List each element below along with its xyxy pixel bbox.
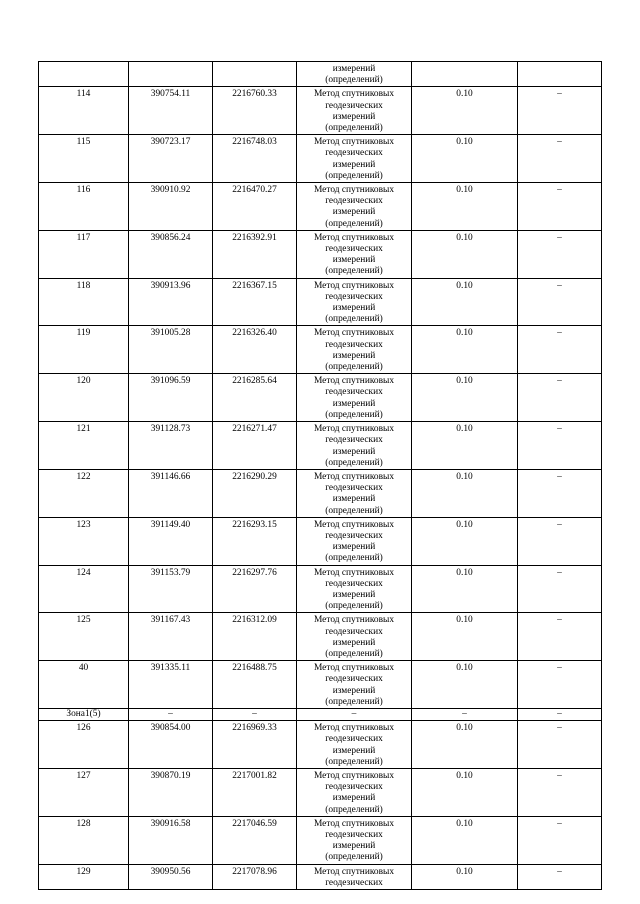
method-line: Метод спутниковых <box>313 89 395 100</box>
method-line: измерений <box>332 446 376 457</box>
y-coordinate-cell: 2216969.33 <box>213 721 297 769</box>
note-cell: – <box>518 469 602 517</box>
x-coordinate-cell: 390856.24 <box>129 230 213 278</box>
method-line: Метод спутниковых <box>313 280 395 291</box>
method-cell <box>297 517 412 565</box>
method-line: Метод спутниковых <box>313 770 395 781</box>
method-line: измерений <box>332 255 376 266</box>
y-coordinate-cell: 2216312.09 <box>213 613 297 661</box>
note-cell: – <box>518 326 602 374</box>
x-coordinate-cell: 390870.19 <box>129 768 213 816</box>
table-row <box>39 278 602 326</box>
method-line: измерений <box>332 207 376 218</box>
note-cell: – <box>518 721 602 769</box>
method-line: измерений <box>332 841 376 852</box>
method-line: измерений <box>332 159 376 170</box>
point-number-cell: 124 <box>39 565 129 613</box>
table-row <box>39 517 602 565</box>
note-cell: – <box>518 230 602 278</box>
method-line: геодезических <box>325 578 383 589</box>
accuracy-cell: 0.10 <box>412 721 518 769</box>
y-coordinate-cell: 2216760.33 <box>213 87 297 135</box>
point-number-cell: 119 <box>39 326 129 374</box>
method-line: (определений) <box>325 75 383 86</box>
table-row <box>39 87 602 135</box>
point-number-cell: 122 <box>39 469 129 517</box>
point-number-cell: 129 <box>39 864 129 889</box>
table-row <box>39 374 602 422</box>
table-row-continued <box>39 62 602 87</box>
note-cell: – <box>518 422 602 470</box>
x-coordinate-cell: 390916.58 <box>129 816 213 864</box>
note-cell: – <box>518 183 602 231</box>
method-line: (определений) <box>325 170 383 181</box>
x-coordinate-cell: 390854.00 <box>129 721 213 769</box>
note-cell: – <box>518 661 602 709</box>
method-line: измерений <box>332 793 376 804</box>
y-coordinate-cell: 2216326.40 <box>213 326 297 374</box>
method-line: геодезических <box>325 530 383 541</box>
method-line: Метод спутниковых <box>313 818 395 829</box>
method-line: геодезических <box>325 734 383 745</box>
method-line: Метод спутниковых <box>313 328 395 339</box>
accuracy-cell: 0.10 <box>412 565 518 613</box>
point-number-cell: 115 <box>39 135 129 183</box>
method-cell <box>297 864 412 889</box>
point-number-cell: 123 <box>39 517 129 565</box>
note-cell: – <box>518 278 602 326</box>
x-coordinate-cell: 390754.11 <box>129 87 213 135</box>
point-number-cell: 114 <box>39 87 129 135</box>
table-row <box>39 613 602 661</box>
point-number-cell <box>39 62 129 87</box>
method-cell <box>297 816 412 864</box>
method-line: измерений <box>332 637 376 648</box>
method-line: (определений) <box>325 505 383 516</box>
point-number-cell: 127 <box>39 768 129 816</box>
method-cell <box>297 326 412 374</box>
method-cell <box>297 469 412 517</box>
x-coordinate-cell: 391146.66 <box>129 469 213 517</box>
y-coordinate-cell: 2216392.91 <box>213 230 297 278</box>
method-cell <box>297 422 412 470</box>
method-line: измерений <box>332 398 376 409</box>
x-coordinate-cell: 391335.11 <box>129 661 213 709</box>
method-line: (определений) <box>325 852 383 863</box>
method-line: (определений) <box>325 409 383 420</box>
accuracy-cell: 0.10 <box>412 87 518 135</box>
accuracy-cell <box>412 62 518 87</box>
method-cell <box>297 565 412 613</box>
method-cell <box>297 135 412 183</box>
note-cell: – <box>518 374 602 422</box>
accuracy-cell: – <box>412 708 518 720</box>
x-coordinate-cell: 390950.56 <box>129 864 213 889</box>
accuracy-cell: 0.10 <box>412 183 518 231</box>
method-line: Метод спутниковых <box>313 137 395 148</box>
method-line: (определений) <box>325 756 383 767</box>
method-line: Метод спутниковых <box>313 185 395 196</box>
note-cell <box>518 62 602 87</box>
method-line: Метод спутниковых <box>313 424 395 435</box>
x-coordinate-cell: 391167.43 <box>129 613 213 661</box>
note-cell: – <box>518 517 602 565</box>
y-coordinate-cell: 2216290.29 <box>213 469 297 517</box>
point-number-cell: 117 <box>39 230 129 278</box>
table-row <box>39 326 602 374</box>
note-cell: – <box>518 768 602 816</box>
method-line: измерений <box>332 494 376 505</box>
method-line: геодезических <box>325 148 383 159</box>
accuracy-cell: 0.10 <box>412 517 518 565</box>
method-line: Метод спутниковых <box>313 471 395 482</box>
note-cell: – <box>518 816 602 864</box>
accuracy-cell: 0.10 <box>412 422 518 470</box>
note-cell: – <box>518 565 602 613</box>
table-row <box>39 768 602 816</box>
method-cell <box>297 278 412 326</box>
method-line: (определений) <box>325 601 383 612</box>
accuracy-cell: 0.10 <box>412 816 518 864</box>
y-coordinate-cell: 2216271.47 <box>213 422 297 470</box>
accuracy-cell: 0.10 <box>412 661 518 709</box>
zone-label-cell: Зона1(5) <box>39 708 129 720</box>
method-cell <box>297 721 412 769</box>
table-row <box>39 565 602 613</box>
method-line: Метод спутниковых <box>313 866 395 877</box>
point-number-cell: 125 <box>39 613 129 661</box>
method-line: геодезических <box>325 674 383 685</box>
x-coordinate-cell: 390723.17 <box>129 135 213 183</box>
accuracy-cell: 0.10 <box>412 374 518 422</box>
coordinates-table <box>38 61 602 890</box>
y-coordinate-cell: 2216297.76 <box>213 565 297 613</box>
method-line: Метод спутниковых <box>313 615 395 626</box>
x-coordinate-cell: – <box>129 708 213 720</box>
point-number-cell: 126 <box>39 721 129 769</box>
table-row <box>39 721 602 769</box>
method-line: измерений <box>332 350 376 361</box>
x-coordinate-cell: 390913.96 <box>129 278 213 326</box>
y-coordinate-cell: 2217046.59 <box>213 816 297 864</box>
method-cell <box>297 374 412 422</box>
accuracy-cell: 0.10 <box>412 326 518 374</box>
method-line: геодезических <box>325 626 383 637</box>
x-coordinate-cell <box>129 62 213 87</box>
coordinates-table-body <box>39 62 602 890</box>
method-cell <box>297 183 412 231</box>
method-line: геодезических <box>325 483 383 494</box>
method-line: измерений <box>332 542 376 553</box>
method-line: Метод спутниковых <box>313 376 395 387</box>
method-line: геодезических <box>325 196 383 207</box>
point-number-cell: 120 <box>39 374 129 422</box>
point-number-cell: 121 <box>39 422 129 470</box>
accuracy-cell: 0.10 <box>412 768 518 816</box>
method-line: (определений) <box>325 553 383 564</box>
x-coordinate-cell: 390910.92 <box>129 183 213 231</box>
table-row <box>39 183 602 231</box>
note-cell: – <box>518 708 602 720</box>
x-coordinate-cell: 391149.40 <box>129 517 213 565</box>
method-cell <box>297 661 412 709</box>
method-line: Метод спутниковых <box>313 663 395 674</box>
method-line: геодезических <box>325 830 383 840</box>
method-line: геодезических <box>325 244 383 255</box>
y-coordinate-cell: 2216293.15 <box>213 517 297 565</box>
note-cell: – <box>518 864 602 889</box>
method-line: геодезических <box>325 291 383 302</box>
method-cell <box>297 62 412 87</box>
accuracy-cell: 0.10 <box>412 278 518 326</box>
method-line: (определений) <box>325 123 383 134</box>
x-coordinate-cell: 391096.59 <box>129 374 213 422</box>
method-cell <box>297 87 412 135</box>
method-line: (определений) <box>325 314 383 325</box>
y-coordinate-cell: 2217078.96 <box>213 864 297 889</box>
note-cell: – <box>518 135 602 183</box>
table-row <box>39 422 602 470</box>
accuracy-cell: 0.10 <box>412 864 518 889</box>
method-line: измерений <box>332 685 376 696</box>
table-row <box>39 469 602 517</box>
y-coordinate-cell: – <box>213 708 297 720</box>
point-number-cell: 116 <box>39 183 129 231</box>
method-line: (определений) <box>325 804 383 815</box>
table-row <box>39 816 602 864</box>
zone-row <box>39 708 602 720</box>
method-line: измерений <box>332 111 376 122</box>
point-number-cell: 128 <box>39 816 129 864</box>
method-line: геодезических <box>325 339 383 350</box>
method-line: (определений) <box>325 696 383 707</box>
x-coordinate-cell: 391128.73 <box>129 422 213 470</box>
y-coordinate-cell <box>213 62 297 87</box>
method-line: измерений <box>332 303 376 314</box>
point-number-cell: 40 <box>39 661 129 709</box>
y-coordinate-cell: 2216470.27 <box>213 183 297 231</box>
method-line: Метод спутниковых <box>313 232 395 243</box>
table-row <box>39 661 602 709</box>
note-cell: – <box>518 613 602 661</box>
y-coordinate-cell: 2216488.75 <box>213 661 297 709</box>
note-cell: – <box>518 87 602 135</box>
method-line: (определений) <box>325 457 383 468</box>
method-cell: – <box>297 708 412 720</box>
method-line: (определений) <box>325 362 383 373</box>
method-line: (определений) <box>325 266 383 277</box>
method-cell <box>297 230 412 278</box>
x-coordinate-cell: 391153.79 <box>129 565 213 613</box>
method-line: геодезических <box>325 100 383 111</box>
accuracy-cell: 0.10 <box>412 135 518 183</box>
accuracy-cell: 0.10 <box>412 613 518 661</box>
y-coordinate-cell: 2216285.64 <box>213 374 297 422</box>
method-line: (определений) <box>325 218 383 229</box>
method-line: Метод спутниковых <box>313 519 395 530</box>
method-line: геодезических <box>325 877 383 888</box>
y-coordinate-cell: 2216367.15 <box>213 278 297 326</box>
table-row <box>39 230 602 278</box>
table-row <box>39 135 602 183</box>
table-row <box>39 864 602 889</box>
method-cell <box>297 613 412 661</box>
accuracy-cell: 0.10 <box>412 469 518 517</box>
y-coordinate-cell: 2216748.03 <box>213 135 297 183</box>
method-cell <box>297 768 412 816</box>
method-line: измерений <box>332 589 376 600</box>
method-line: (определений) <box>325 648 383 659</box>
method-line: измерений <box>332 64 376 74</box>
method-line: геодезических <box>325 387 383 398</box>
x-coordinate-cell: 391005.28 <box>129 326 213 374</box>
point-number-cell: 118 <box>39 278 129 326</box>
method-line: Метод спутниковых <box>313 567 395 578</box>
method-line: Метод спутниковых <box>313 723 395 734</box>
method-line: геодезических <box>325 782 383 793</box>
y-coordinate-cell: 2217001.82 <box>213 768 297 816</box>
accuracy-cell: 0.10 <box>412 230 518 278</box>
method-line: измерений <box>332 745 376 756</box>
method-line: геодезических <box>325 435 383 446</box>
